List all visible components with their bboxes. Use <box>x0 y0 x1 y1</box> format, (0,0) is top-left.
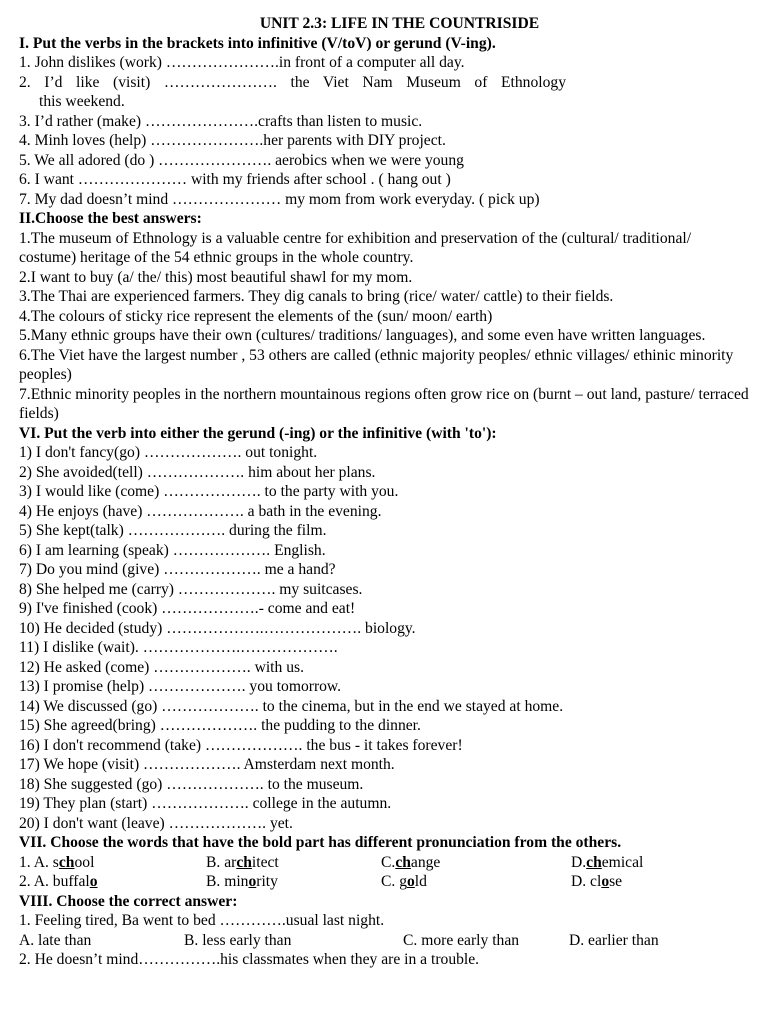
section-1-heading: I. Put the verbs in the brackets into infinitive (V/toV) or gerund (V-ing). <box>19 34 496 52</box>
exercise-item: 2. I’d like (visit) …………………. the Viet Nam Museum of Ethnology <box>19 73 566 91</box>
option-text: ange <box>410 853 441 871</box>
bold-part: o <box>89 873 98 890</box>
exercise-item: 10) He decided (study) ……………….………………. biology. <box>19 619 416 637</box>
bold-part: o <box>248 873 257 890</box>
section-7-heading: VII. Choose the words that have the bold part has different pronunciation from the others. <box>19 834 622 851</box>
option-d: D. earlier than <box>569 931 659 949</box>
option-text: 1. A. s <box>19 853 59 871</box>
exercise-item: 15) She agreed(bring) ………………. the pudding to the dinner. <box>19 717 421 734</box>
bold-part: ch <box>58 853 75 871</box>
page-title: UNIT 2.3: LIFE IN THE COUNTRISIDE <box>259 15 540 32</box>
section-7 <box>19 833 750 892</box>
option-b: B. less early than <box>184 931 292 949</box>
option-c <box>381 853 571 873</box>
option-b <box>206 853 381 873</box>
exercise-item: 5) She kept(talk) ………………. during the film. <box>19 522 327 539</box>
option-a <box>19 853 206 873</box>
exercise-item: 9) I've finished (cook) ……………….- come and eat! <box>19 600 356 617</box>
option-text: emical <box>601 853 644 871</box>
section-2 <box>19 209 750 424</box>
bold-part: o <box>601 873 610 890</box>
exercise-item: 16) I don't recommend (take) ………………. the bus - it takes forever! <box>19 736 463 754</box>
option-text: ool <box>74 853 95 871</box>
exercise-item: 14) We discussed (go) ………………. to the cinema, but in the end we stayed at home. <box>19 697 564 715</box>
section-8 <box>19 892 750 970</box>
option-a: A. late than <box>19 931 92 949</box>
exercise-item: 1.The museum of Ethnology is a valuable centre for exhibition and preservation of the (cultural/ traditional/ costume) heritage of the 54 ethnic groups in the whole country. <box>19 229 692 266</box>
exercise-item: 6.The Viet have the largest number , 53 others are called (ethnic majority peoples/ ethnic villages/ ethinic minority peoples) <box>19 346 734 383</box>
pronunciation-question <box>19 872 750 892</box>
exercise-item: 1) I don't fancy(go) ………………. out tonight. <box>19 444 318 461</box>
option-a <box>19 872 206 892</box>
answer-options <box>19 931 750 951</box>
exercise-item: 6) I am learning (speak) ………………. English. <box>19 541 326 559</box>
option-b <box>206 872 381 892</box>
option-text: D. <box>571 853 587 871</box>
exercise-item: 18) She suggested (go) ………………. to the museum. <box>19 775 364 793</box>
option-text: D. cl <box>571 873 602 890</box>
option-text: 2. A. buffal <box>19 873 90 890</box>
option-text: itect <box>251 853 279 871</box>
bold-part: o <box>407 873 415 890</box>
section-6 <box>19 424 750 834</box>
section-8-heading: VIII. Choose the correct answer: <box>19 892 238 910</box>
exercise-item: 3. I’d rather (make) ………………….crafts than listen to music. <box>19 112 423 130</box>
option-text: rity <box>256 873 278 890</box>
exercise-item: 3) I would like (come) ………………. to the party with you. <box>19 483 399 500</box>
option-text: C. <box>381 853 396 871</box>
exercise-item: 5. We all adored (do ) …………………. aerobics when we were young <box>19 151 464 169</box>
exercise-item: 3.The Thai are experienced farmers. They dig canals to bring (rice/ water/ cattle) to their fields. <box>19 288 614 305</box>
exercise-item: 13) I promise (help) ………………. you tomorrow. <box>19 678 342 695</box>
exercise-item: 4) He enjoys (have) ………………. a bath in the evening. <box>19 502 382 520</box>
exercise-item: 19) They plan (start) ………………. college in the autumn. <box>19 795 392 812</box>
section-6-heading: VI. Put the verb into either the gerund (-ing) or the infinitive (with 'to'): <box>19 424 497 442</box>
exercise-item: 17) We hope (visit) ………………. Amsterdam next month. <box>19 756 395 773</box>
exercise-item: 2) She avoided(tell) ………………. him about her plans. <box>19 463 376 481</box>
exercise-item: 8) She helped me (carry) ………………. my suitcases. <box>19 580 363 598</box>
exercise-item: 11) I dislike (wait). ……………….………………. <box>19 639 338 656</box>
exercise-item: 20) I don't want (leave) ………………. yet. <box>19 814 293 832</box>
exercise-item: 4. Minh loves (help) ………………….her parents with DIY project. <box>19 132 446 149</box>
exercise-item: 6. I want ………………… with my friends after school . ( hang out ) <box>19 171 451 188</box>
option-d <box>571 872 622 892</box>
bold-part: ch <box>586 853 602 871</box>
exercise-item: 2.I want to buy (a/ the/ this) most beautiful shawl for my mom. <box>19 268 413 286</box>
section-1 <box>19 34 750 210</box>
exercise-item: 1. Feeling tired, Ba went to bed ………….usual last night. <box>19 912 385 929</box>
exercise-item: 7) Do you mind (give) ………………. me a hand? <box>19 561 336 578</box>
bold-part: ch <box>395 853 411 871</box>
exercise-item-continuation: this weekend. <box>39 93 125 110</box>
exercise-item: 7.Ethnic minority peoples in the northern mountainous regions often grow rice on (burnt – out land, pasture/ terraced fields) <box>19 385 749 422</box>
exercise-item: 1. John dislikes (work) ………………….in front of a computer all day. <box>19 54 465 71</box>
pronunciation-question <box>19 853 750 873</box>
option-d <box>571 853 643 873</box>
option-text: se <box>609 873 623 890</box>
section-2-heading: II.Choose the best answers: <box>19 210 202 227</box>
exercise-item: 4.The colours of sticky rice represent the elements of the (sun/ moon/ earth) <box>19 307 493 325</box>
option-c: C. more early than <box>403 931 520 949</box>
option-text: C. g <box>381 873 407 890</box>
option-c <box>381 872 571 892</box>
bold-part: ch <box>236 853 252 871</box>
exercise-item: 7. My dad doesn’t mind ………………… my mom from work everyday. ( pick up) <box>19 190 540 208</box>
option-text: B. ar <box>206 853 237 871</box>
exercise-item: 2. He doesn’t mind…………….his classmates when they are in a trouble. <box>19 951 480 968</box>
exercise-item: 5.Many ethnic groups have their own (cultures/ traditions/ languages), and some even have written languages. <box>19 327 706 344</box>
option-text: B. min <box>206 873 249 890</box>
exercise-item: 12) He asked (come) ………………. with us. <box>19 658 304 676</box>
option-text: ld <box>414 873 427 890</box>
